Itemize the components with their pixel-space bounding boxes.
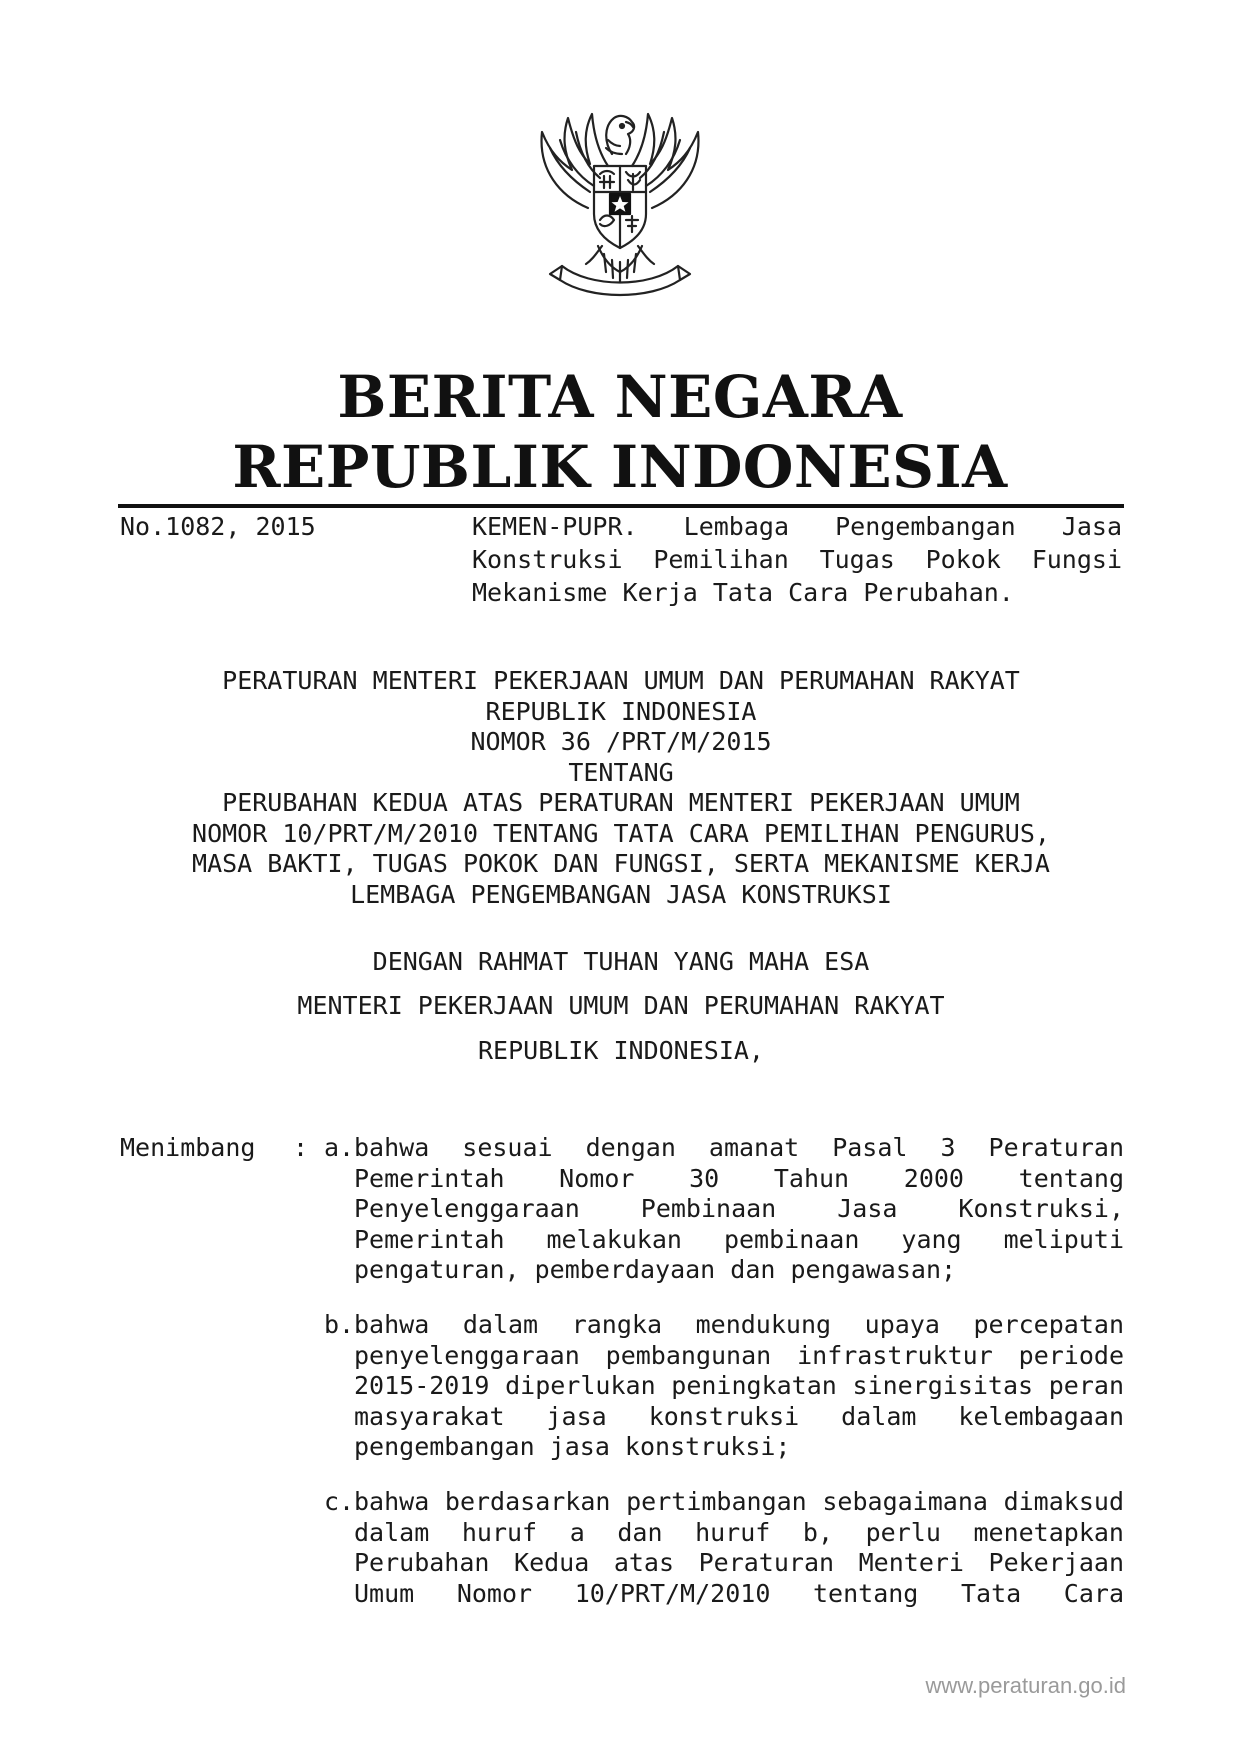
menimbang-colon: : xyxy=(293,1133,309,1162)
masthead-title: BERITA NEGARA xyxy=(337,363,903,431)
heading-line: TENTANG xyxy=(568,757,674,787)
item-letter: b. xyxy=(324,1310,355,1339)
heading-line: MASA BAKTI, TUGAS POKOK DAN FUNGSI, SERTA MEKANISME KERJA xyxy=(192,849,1050,878)
garuda-emblem-icon xyxy=(520,96,720,308)
regulation-heading xyxy=(118,666,1124,910)
masthead-subtitle: REPUBLIK INDONESIA xyxy=(232,433,1008,501)
heading-line: REPUBLIK INDONESIA xyxy=(485,696,757,726)
menimbang-item-text: bahwa sesuai dengan amanat Pasal 3 Peraturan Pemerintah Nomor 30 Tahun 2000 tentang Penyelenggaraan Pembinaan Jasa Konstruksi, Pemerintah melakukan pembinaan yang meliputi pengaturan, pemberdayaan dan pengawasan; xyxy=(354,1133,1124,1284)
opening-line: DENGAN RAHMAT TUHAN YANG MAHA ESA xyxy=(372,947,870,976)
menimbang-label: Menimbang xyxy=(120,1133,256,1162)
issue-summary: KEMEN-PUPR. Lembaga Pengembangan Jasa Konstruksi Pemilihan Tugas Pokok Fungsi Mekanisme Kerja Tata Cara Perubahan. xyxy=(472,512,1122,607)
menimbang-item-text: bahwa dalam rangka mendukung upaya percepatan penyelenggaraan pembangunan infrastruktur periode 2015-2019 diperlukan peningkatan sinergisitas peran masyarakat jasa konstruksi dalam kelembagaan pengembangan jasa konstruksi; xyxy=(354,1310,1124,1461)
heading-line: NOMOR 36 /PRT/M/2015 xyxy=(470,727,772,756)
heading-line: LEMBAGA PENGEMBANGAN JASA KONSTRUKSI xyxy=(350,879,892,909)
heading-line: PERATURAN MENTERI PEKERJAAN UMUM DAN PERUMAHAN RAKYAT xyxy=(222,666,1020,695)
item-letter: c. xyxy=(324,1487,355,1516)
masthead-divider xyxy=(118,504,1124,508)
opening-line: REPUBLIK INDONESIA, xyxy=(478,1036,764,1065)
issue-number: No.1082, 2015 xyxy=(120,512,316,541)
opening-line: MENTERI PEKERJAAN UMUM DAN PERUMAHAN RAKYAT xyxy=(297,991,945,1020)
menimbang-item-text: bahwa berdasarkan pertimbangan sebagaimana dimaksud dalam huruf a dan huruf b, perlu menetapkan Perubahan Kedua atas Peraturan Menteri Pekerjaan Umum Nomor 10/PRT/M/2010 tentang Tata Cara xyxy=(354,1487,1124,1608)
footer-url: www.peraturan.go.id xyxy=(925,1673,1126,1698)
heading-line: PERUBAHAN KEDUA ATAS PERATURAN MENTERI PEKERJAAN UMUM xyxy=(222,788,1020,817)
heading-line: NOMOR 10/PRT/M/2010 TENTANG TATA CARA PEMILIHAN PENGURUS, xyxy=(192,818,1050,848)
item-letter: a. xyxy=(324,1133,355,1162)
